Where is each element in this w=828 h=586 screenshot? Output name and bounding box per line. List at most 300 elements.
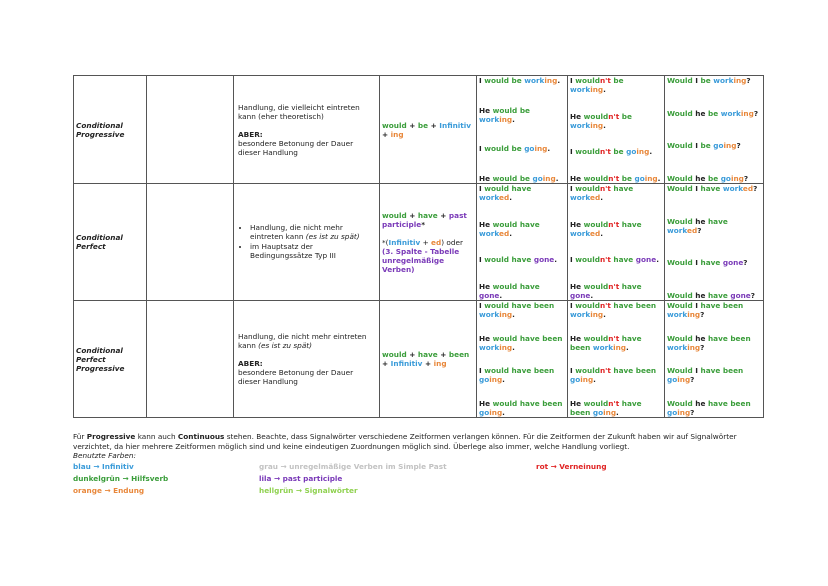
affirmative-cell [477,301,568,418]
sentence-part: I [692,301,701,310]
negative-cell [568,184,665,301]
example-sentence [667,76,761,85]
sentence-part: He [479,105,493,115]
sentence-part: be [707,173,719,183]
sentence-part: have been [700,301,744,310]
sentence-part: I [692,141,701,151]
sentence-part: He [570,219,584,229]
legend-column [73,461,168,497]
example-sentence [667,334,761,352]
affirmative-cell [477,184,568,301]
usage-text: Handlung, die vielleicht eintreten kann (eher theoretisch) [238,102,360,121]
sentence-part: . [649,147,653,157]
sentence-part: be [700,76,711,85]
form-part: (3. Spalte - Tabelle unregelmäßige Verben) [382,246,460,274]
sentence-part: ? [753,184,758,193]
example-sentence [570,184,662,202]
sentence-part: . [512,310,515,319]
example-sentence [479,144,565,153]
sentence-part: work [479,114,500,124]
form-formula [382,350,474,368]
sentence-part: I [479,144,485,154]
affirmative-cell-list [479,76,565,183]
legend-item: orange → Endung [73,486,145,495]
sentence-part: n't [599,366,611,376]
example-sentence [570,282,662,300]
sentence-part: ing [730,173,744,183]
sentence-part: gone [635,255,657,265]
sentence-part: He [570,398,584,408]
sentence-part: . [554,255,558,265]
sentence-part: He [570,281,584,291]
form-part: Infinitiv [388,237,421,247]
example-sentence [479,220,565,238]
sentence-part: would be [484,144,522,154]
sentence-part: go [570,375,581,385]
sentence-part: go [532,173,543,183]
sentence-part: Would [667,301,693,310]
sentence-part: . [509,228,512,238]
sentence-part: work [713,76,734,85]
sentence-part: would [575,255,600,265]
sentence-part: ed [499,228,510,238]
sentence-part: I [692,258,701,268]
sentence-part: would [575,147,600,157]
sentence-part: ed [590,228,601,238]
sentence-part: Would [667,398,693,408]
sentence-part: ? [746,76,751,85]
sentence-part: ? [690,407,695,417]
affirmative-cell [477,76,568,184]
sentence-part: ed [499,193,510,202]
form-part: would [382,350,407,359]
sentence-part: . [593,375,596,385]
sentence-part: . [502,375,505,385]
sentence-part: He [479,173,493,183]
footnote-part: Continuous [177,432,225,441]
sentence-part: gone [730,290,751,300]
sentence-part: would be [492,173,530,183]
sentence-part: n't [608,398,620,408]
sentence-part: . [603,310,606,319]
form-part: Infinitiv [390,359,423,368]
sentence-part: ing [590,120,604,130]
tense-table [73,75,764,418]
sentence-part: go [713,141,724,151]
footnote [73,432,773,461]
sentence-part: go [479,407,490,417]
example-sentence [570,334,662,352]
sentence-part: ? [743,173,749,183]
form-part: + [382,359,391,368]
sentence-part: ing [687,310,701,319]
sentence-part: ing [603,407,617,417]
sentence-part: I [692,184,701,193]
example-sentence [479,184,565,202]
example-sentence [570,174,662,183]
sentence-part: Would [667,290,693,300]
example-sentence [667,109,761,118]
sentence-part: would [583,398,609,408]
sentence-part: go [667,375,678,385]
sentence-part: . [512,114,515,124]
sentence-part: ? [700,310,705,319]
form-part: + [437,350,449,359]
sentence-part: go [524,144,535,154]
form-part: *( [382,237,389,247]
sentence-part: he [692,108,708,118]
sentence-part: would be [492,105,530,115]
negative-cell-list [570,184,662,300]
negative-cell-list [570,301,662,417]
sentence-part: work [524,76,545,85]
question-cell [665,76,764,184]
sentence-part: would [575,301,600,310]
form-part: + [382,129,391,139]
sentence-part: would have [484,255,532,265]
sentence-part: ing [644,173,658,183]
sentence-part: ing [544,76,558,85]
form-part: ing [433,359,447,368]
sentence-part: go [720,173,731,183]
sentence-part: would have been [492,333,563,343]
sentence-part: ing [590,85,604,94]
sentence-part: n't [608,111,620,121]
sentence-part: n't [599,76,611,85]
sentence-part: I [479,184,485,193]
example-sentence [667,301,761,319]
sentence-part: work [667,225,688,235]
sentence-part: ? [750,290,755,300]
sentence-part: I [570,366,576,376]
example-sentence [479,334,565,352]
sentence-part: He [570,333,584,343]
sentence-part: ing [499,114,513,124]
sentence-part: have [610,184,634,193]
legend-item: rot → Verneinung [536,462,607,471]
example-sentence [667,184,761,193]
sentence-part: would [583,111,609,121]
example-sentence [570,399,662,417]
sentence-part: . [603,120,606,130]
legend-column [536,461,607,473]
sentence-part: be [610,76,624,85]
signal-words-cell [147,301,234,418]
sentence-part: work [592,342,614,352]
tense-row [74,76,764,184]
form-part: ) oder [441,237,463,247]
tense-name: Conditional Progressive [74,76,147,184]
sentence-part: would have been [492,398,563,408]
sentence-part: I [570,147,576,157]
sentence-part: ing [489,407,503,417]
sentence-part: He [479,333,493,343]
sentence-part: ing [723,141,737,151]
sentence-part: Would [667,108,693,118]
sentence-part: he [692,333,708,343]
sentence-part: I [479,255,485,265]
sentence-part: n't [608,281,620,291]
form-part: + [437,210,449,220]
sentence-part: . [657,173,661,183]
sentence-part: work [479,228,500,238]
sentence-part: would [583,173,609,183]
legend-item: grau → unregelmäßige Verben im Simple Past [259,462,447,471]
sentence-part: have [619,219,642,229]
question-cell-list [667,184,761,300]
sentence-part: ing [489,375,503,385]
legend-item: hellgrün → Signalwörter [259,486,358,495]
form-part: + [428,120,440,130]
legend-item: dunkelgrün → Hilfsverb [73,474,169,483]
form-note [382,238,474,274]
example-sentence [667,174,761,183]
footnote-part: kann auch [135,432,178,441]
sentence-part: He [570,111,584,121]
sentence-part: I [479,76,485,85]
sentence-part: ing [580,375,594,385]
sentence-part: would have [484,184,532,193]
sentence-part: he [692,398,708,408]
sentence-part: ing [677,407,691,417]
sentence-part: . [656,255,659,265]
sentence-part: Would [667,216,693,226]
sentence-part: ? [736,141,741,151]
sentence-part: . [616,407,619,417]
sentence-part: gone [533,255,555,265]
example-sentence [479,76,565,85]
sentence-part: would [583,219,609,229]
sentence-part: n't [608,219,620,229]
sentence-part: ? [700,342,705,352]
sentence-part: He [479,281,493,291]
sentence-part: He [479,398,493,408]
sentence-part: ? [690,375,695,385]
usage-bullets [238,223,377,260]
form-part: + [406,120,418,130]
example-sentence [570,76,662,94]
aber-text: besondere Betonung der Dauer dieser Handlung [238,138,354,157]
sentence-part: go [626,147,637,157]
sentence-part: I [479,301,485,310]
sentence-part: . [600,193,603,202]
form-formula [382,211,474,229]
form-part: ing [390,129,404,139]
sentence-part: n't [608,333,620,343]
example-sentence [479,282,565,300]
sentence-part: ing [740,108,754,118]
sentence-part: ? [697,225,702,235]
sentence-part: would have been [484,366,555,376]
example-sentence [479,366,565,384]
sentence-part: have [700,184,721,193]
usage-note: (es ist zu spät) [258,341,312,350]
sentence-part: he [692,173,708,183]
example-sentence [479,174,565,183]
sentence-part: have been [610,366,657,376]
sentence-part: work [570,120,591,130]
sentence-part: be [619,111,632,121]
aber-label: ABER: [238,359,263,368]
sentence-part: go [479,375,490,385]
sentence-part: . [555,173,559,183]
sentence-part: would [575,184,600,193]
sentence-part: He [479,219,493,229]
form-part: been [448,350,470,359]
sentence-part: . [509,193,512,202]
sentence-part: be [610,147,624,157]
sentence-part: be [707,108,719,118]
sentence-part: ed [742,184,754,193]
sentence-part: work [667,310,688,319]
sentence-part: Would [667,173,693,183]
sentence-part: have been [700,366,744,376]
example-sentence [667,217,761,235]
usage-bullet: • im Hauptsatz der Bedingungssätze Typ III [250,242,377,260]
sentence-part: n't [608,173,620,183]
example-sentence [479,106,565,124]
sentence-part: I [570,255,576,265]
sentence-part: have been [570,333,642,352]
example-sentence [570,147,662,156]
usage-text: Handlung, die nicht mehr eintreten kann (es ist zu spät) [238,332,367,350]
question-cell [665,184,764,301]
legend-item: lila → past participle [259,474,343,483]
sentence-part: ing [636,147,650,157]
usage-bullet: • Handlung, die nicht mehr eintreten kann (es ist zu spät) [250,223,377,241]
sentence-part: go [634,173,645,183]
sentence-part: . [557,76,561,85]
sentence-part: I [570,76,576,85]
sentence-part: he [692,216,708,226]
sentence-part: I [692,366,701,376]
sentence-part: go [592,407,604,417]
example-sentence [570,301,662,319]
sentence-part: n't [599,255,611,265]
sentence-part: work [570,228,591,238]
example-sentence [667,399,761,417]
example-sentence [667,366,761,384]
sentence-part: Would [667,333,693,343]
sentence-part: . [603,85,606,94]
sentence-part: Would [667,184,693,193]
form-part: would [382,120,407,130]
form-part: ed [431,237,442,247]
sentence-part: ? [753,108,759,118]
sentence-part: would have been [484,301,555,310]
sentence-part: would be [484,76,522,85]
tense-name: Conditional Perfect [74,184,147,301]
sentence-part: Would [667,141,693,151]
sentence-part: he [692,290,708,300]
sentence-part: ing [542,173,556,183]
sentence-part: ing [733,76,747,85]
sentence-part: . [499,290,503,300]
footnote-part: Progressive [86,432,136,441]
form-part: Infinitiv [439,120,472,130]
form-part: + [406,350,418,359]
sentence-part: gone [722,258,744,268]
footnote-part: Für [73,432,87,441]
usage-cell [234,184,380,301]
sentence-part: go [667,407,678,417]
sentence-part: ed [687,225,698,235]
example-sentence [570,366,662,384]
form-part: + [406,210,418,220]
form-cell [380,184,477,301]
form-part: * [421,219,426,229]
sentence-part: ing [687,342,701,352]
sentence-part: have [619,281,642,291]
sentence-part: ? [743,258,748,268]
signal-words-cell [147,76,234,184]
sentence-part: . [590,290,594,300]
sentence-part: ed [590,193,601,202]
example-sentence [667,258,761,267]
sentence-part: have [700,258,721,268]
negative-cell-list [570,76,662,183]
sentence-part: Would [667,76,693,85]
form-cell [380,301,477,418]
sentence-part: n't [599,301,611,310]
sentence-part: . [626,342,629,352]
tense-row [74,184,764,301]
sentence-part: . [600,228,603,238]
form-part: have [417,350,438,359]
example-sentence [479,301,565,319]
sentence-part: work [479,193,500,202]
sentence-part: gone [479,290,500,300]
sentence-part: Would [667,366,693,376]
sentence-part: work [722,184,743,193]
sentence-part: would have [492,281,540,291]
aber-label: ABER: [238,129,263,139]
tense-row [74,301,764,418]
sentence-part: work [570,193,591,202]
form-formula [382,121,474,139]
example-sentence [479,399,565,417]
sentence-part: be [700,141,711,151]
sentence-part: n't [599,184,611,193]
form-part: past participle [382,210,467,229]
sentence-part: ing [499,310,513,319]
sentence-part: gone [570,290,591,300]
sentence-part: ing [590,310,604,319]
sentence-part: work [667,342,688,352]
sentence-part: He [570,173,584,183]
tense-name: Conditional Perfect Progressive [74,301,147,418]
sentence-part: would [583,333,609,343]
sentence-part: would [583,281,609,291]
sentence-part: ing [677,375,691,385]
sentence-part: have been [707,333,751,343]
sentence-part: ing [534,144,548,154]
sentence-part: I [479,366,485,376]
form-part: be [417,120,429,130]
negative-cell [568,76,665,184]
legend-column [259,461,447,497]
colors-label: Benutzte Farben: [73,451,136,460]
sentence-part: have [707,290,728,300]
sentence-part: n't [599,147,611,157]
example-sentence [570,220,662,238]
sentence-part: work [570,85,591,94]
sentence-part: work [479,310,500,319]
example-sentence [570,255,662,264]
sentence-part: have been [610,301,657,310]
sentence-part: work [570,310,591,319]
sentence-part: would [575,366,600,376]
